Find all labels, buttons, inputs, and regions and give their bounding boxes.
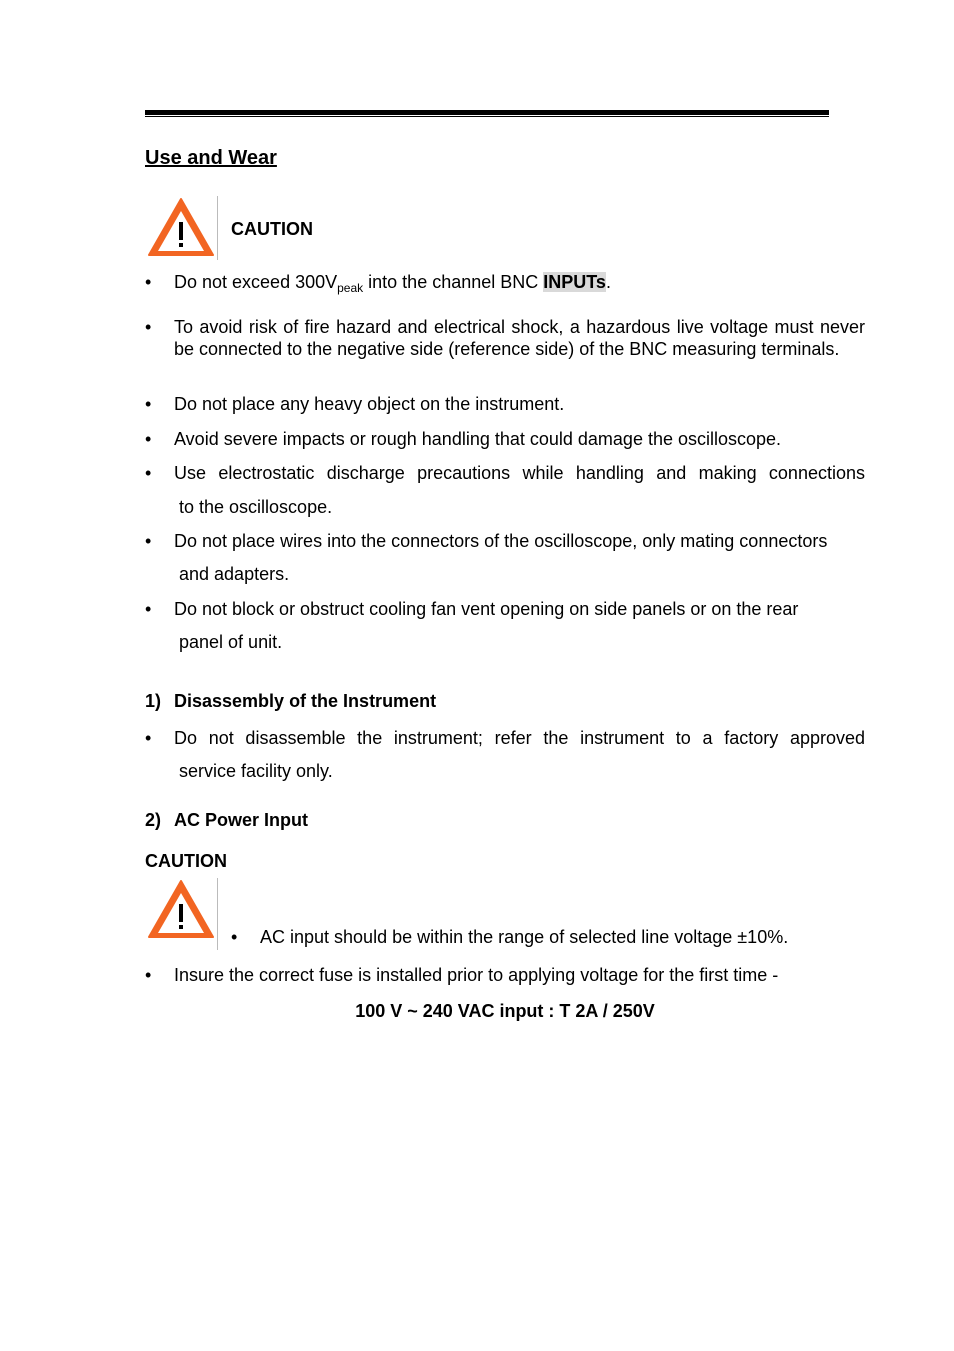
bullet-text: To avoid risk of fire hazard and electrical shock, a hazardous live voltage must never be connected to the negative side (reference side) of the BNC measuring terminals. — [174, 317, 865, 359]
bullet-text: Use electrostatic discharge precautions while handling and making connections — [174, 463, 865, 483]
bullet-dot: • — [145, 272, 152, 292]
bullet-text: AC input should be within the range of selected line voltage ±10%. — [260, 927, 789, 947]
bullet-text-end: . — [605, 272, 611, 292]
list-item — [145, 462, 865, 484]
bullet-dot: • — [145, 599, 152, 619]
list-item — [145, 271, 865, 293]
bullet-dot: • — [145, 728, 152, 748]
section-heading-disassembly — [145, 691, 436, 712]
bullet-text: Do not exceed 300V — [174, 272, 338, 292]
section-title: Disassembly of the Instrument — [174, 691, 437, 711]
list-item — [145, 530, 865, 552]
header-rule — [145, 110, 829, 115]
list-item — [231, 926, 851, 948]
bullet-text: Do not place wires into the connectors of the oscilloscope, only mating connectors — [174, 531, 828, 551]
bullet-text: Do not block or obstruct cooling fan vent opening on side panels or on the rear — [174, 599, 799, 619]
fuse-spec: 100 V ~ 240 VAC input : T 2A / 250V — [355, 1001, 655, 1021]
section-number: 2) — [145, 810, 162, 830]
list-item — [145, 964, 865, 986]
subscript-peak: peak — [337, 281, 364, 295]
icon-divider — [217, 196, 218, 260]
bullet-dot: • — [145, 317, 152, 337]
section-heading-ac-power — [145, 810, 308, 831]
bullet-dot: • — [231, 927, 238, 947]
list-item — [145, 316, 865, 360]
section-title: AC Power Input — [174, 810, 308, 830]
page-heading: Use and Wear — [145, 147, 277, 169]
caution-label: CAUTION — [231, 219, 313, 239]
bullet-text: Insure the correct fuse is installed prior to applying voltage for the first time - — [174, 965, 779, 985]
bullet-dot: • — [145, 531, 152, 551]
bullet-text: Do not place any heavy object on the instrument. — [174, 394, 565, 414]
list-item — [145, 428, 865, 450]
bullet-continuation: panel of unit. — [179, 632, 283, 652]
warning-triangle-icon — [146, 196, 216, 258]
bullet-continuation: service facility only. — [179, 761, 333, 781]
bullet-dot: • — [145, 463, 152, 483]
bullet-dot: • — [145, 394, 152, 414]
list-item — [145, 727, 865, 749]
list-item — [145, 598, 865, 620]
bullet-dot: • — [145, 429, 152, 449]
bullet-text-mid: into the channel BNC — [363, 272, 544, 292]
bullet-text: Do not disassemble the instrument; refer the instrument to a factory approved — [174, 728, 865, 748]
bullet-dot: • — [145, 965, 152, 985]
bullet-text: Avoid severe impacts or rough handling that could damage the oscilloscope. — [174, 429, 782, 449]
section-number: 1) — [145, 691, 162, 711]
icon-divider — [217, 878, 218, 950]
warning-triangle-icon — [146, 878, 216, 940]
caution-label: CAUTION — [145, 851, 227, 871]
bullet-continuation: and adapters. — [179, 564, 290, 584]
bullet-continuation: to the oscilloscope. — [179, 497, 333, 517]
header-rule-thin — [145, 116, 829, 117]
list-item — [145, 393, 865, 415]
inputs-highlight: INPUTs — [543, 272, 606, 292]
